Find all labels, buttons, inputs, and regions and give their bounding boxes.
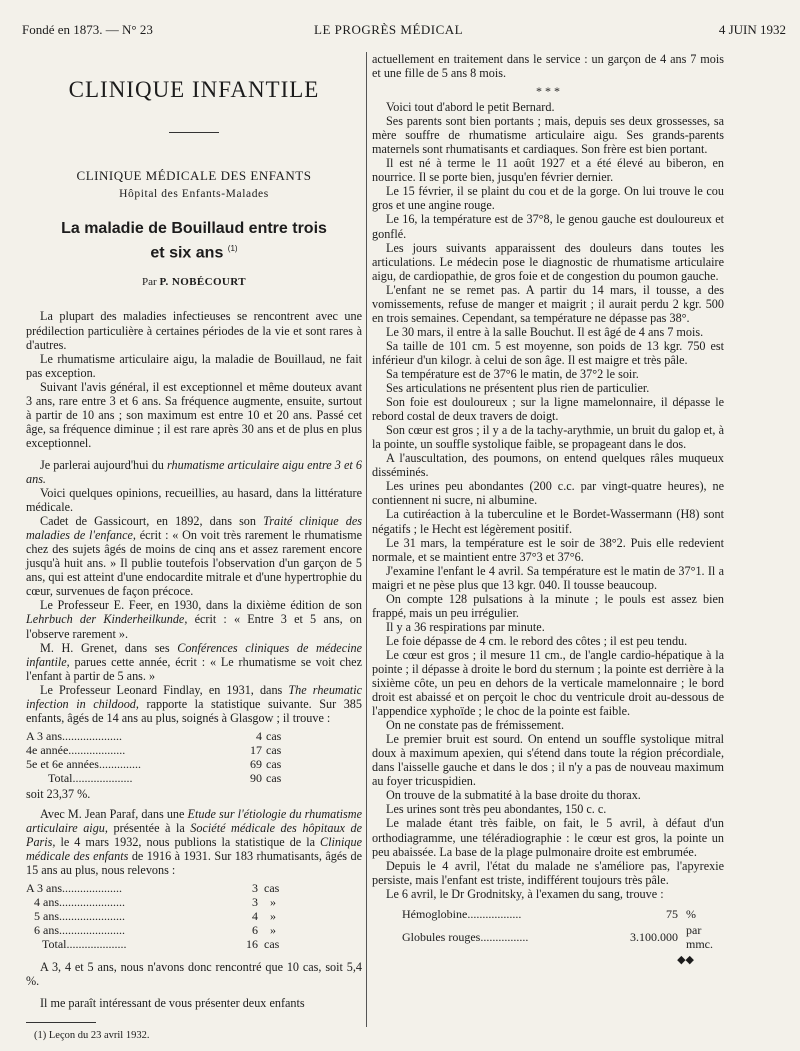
findlay-statistics-table <box>26 729 304 785</box>
article-title-line1: La maladie de Bouillaud entre trois <box>61 220 327 238</box>
percentage-line: soit 23,37 %. <box>26 787 91 802</box>
author-prefix: Par <box>142 276 157 289</box>
paragraph: Je parlerai aujourd'hui du rhumatisme articulaire aigu entre 3 et 6 ans. <box>26 457 362 486</box>
paragraph: Avec M. Jean Paraf, dans une Etude sur l'étiologie du rhumatisme articulaire aigu, présentée à la Société médicale des hôpitaux de Paris, le 4 mars 1932, nous publions la statistique de la Clinique médicale des enfants de 1916 à 1931. Sur 183 rhumatisants, âgés de 15 ans au plus, nous relevons : <box>26 807 363 878</box>
paragraph: Le 15 février, il se plaint du cou et de la gorge. On lui trouve le cou gros et une angine rouge. <box>372 184 724 213</box>
paragraph: Il y a 36 respirations par minute. <box>386 619 545 634</box>
table-row: 5e et 6e années.............. 69 cas <box>26 756 282 771</box>
footnote-rule <box>26 1022 96 1023</box>
header-founded: Fondé en 1873. — N° 23 <box>22 22 153 37</box>
article-title-line2: et six ans <box>150 244 224 262</box>
author-line <box>26 275 362 289</box>
table-row: A 3 ans.................... 3 cas <box>26 881 280 896</box>
column-divider <box>366 52 367 1027</box>
title-rule <box>169 132 219 133</box>
paragraph: J'examine l'enfant le 4 avril. Sa température est le matin de 37°1. Il a maigri et ne pèse plus que 13 kgr. 040. Il tousse beaucoup. <box>372 563 724 592</box>
paragraph: Le cœur est gros ; il mesure 11 cm., de l'angle cardio-hépatique à la pointe ; il dépasse à droite le bord du sternum ; la pointe est derrière à la sixième côte, un peu en dehors de la verticale mamelonnaire ; le bord droit est abaissé et on perçoit le choc du ventricule droit au-dessous de l'appendice xyphoïde ; le choc de la pointe est faible. <box>372 647 724 719</box>
paragraph: Le Professeur E. Feer, en 1930, dans la dixième édition de son Lehrbuch der Kinderheilkunde, écrit : « Entre 3 et 5 ans, on l'observe rarement ». <box>26 598 362 641</box>
paragraph: La plupart des maladies infectieuses se rencontrent avec une prédilection particulière à certaines périodes de la vie et sont rares à d'autres. <box>26 309 362 352</box>
article-title <box>26 219 362 263</box>
section-title: CLINIQUE INFANTILE <box>68 77 320 102</box>
paragraph: Les urines peu abondantes (200 c.c. par vingt-quatre heures), ne contiennent ni sucre, ni albumine. <box>372 479 724 508</box>
paragraph: Le malade étant très faible, on fait, le 5 avril, à défaut d'un orthodiagramme, une téléradiographie : le cœur est gros, la pointe un peu abaissée. La base de la plage pulmonaire droite est embrumée. <box>372 816 724 859</box>
table-row: 4 ans...................... 3 » <box>34 895 276 910</box>
table-row: Globules rouges................ 3.100.000 par mmc. <box>402 922 713 951</box>
paragraph: Le 30 mars, il entre à la salle Bouchut. Il est âgé de 4 ans 7 mois. <box>386 324 704 339</box>
hospital-name: Hôpital des Enfants-Malades <box>119 188 269 201</box>
paragraph: Le premier bruit est sourd. On entend un souffle systolique mitral doux à maximum apexien, qui s'étend dans toute la région précordiale, dans l'aisselle gauche et dans le dos ; il n'y a pas de nouveau maximum au foyer tricuspidien. <box>372 732 724 789</box>
header-date: 4 JUIN 1932 <box>718 22 786 37</box>
paragraph: actuellement en traitement dans le service : un garçon de 4 ans 7 mois et une fille de 5 ans 8 mois. <box>372 52 724 81</box>
table-row: Total.................... 90 cas <box>48 770 282 785</box>
paragraph: M. H. Grenet, dans ses Conférences cliniques de médecine infantile, parues cette année, écrit : « Le rhumatisme se voit chez l'enfant à partir de 5 ans. » <box>26 640 362 683</box>
table-row: 4e année................... 17 cas <box>26 742 282 757</box>
paragraph: Voici tout d'abord le petit Bernard. <box>386 100 555 115</box>
paragraph: A l'auscultation, des poumons, on entend quelques râles muqueux disséminés. <box>372 451 724 480</box>
table-row: Hémoglobine.................. 75 % <box>402 906 696 921</box>
paragraph: La cutiréaction à la tuberculine et le Bordet-Wassermann (H8) sont négatifs ; le Hecht est légèrement positif. <box>372 507 724 536</box>
paragraph: Il me paraît intéressant de vous présenter deux enfants <box>40 995 305 1010</box>
section-subtitle: CLINIQUE MÉDICALE DES ENFANTS <box>76 168 312 183</box>
paragraph: Les urines sont très peu abondantes, 150 c. c. <box>386 802 607 817</box>
paragraph: Ses articulations ne présentent plus rien de particulier. <box>386 381 650 396</box>
left-column <box>26 52 362 1043</box>
paragraph: Le 6 avril, le Dr Grodnitsky, à l'examen du sang, trouve : <box>386 886 664 901</box>
table-row: A 3 ans.................... 4 cas <box>26 728 282 743</box>
paragraph: Sa taille de 101 cm. 5 est moyenne, son poids de 13 kgr. 750 est inférieur d'un kilogr. à celui de son âge. Il est maigre et très pâle. <box>372 338 724 367</box>
paragraph: Les jours suivants apparaissent des douleurs dans toutes les articulations. Le médecin pose le diagnostic de rhumatisme articulaire aigu, de cardiopathie, de gros foie et de congestion du poumon gauche. <box>372 240 724 283</box>
paragraph: Cadet de Gassicourt, en 1892, dans son Traité clinique des maladies de l'enfance, écrit : « On voit très rarement le rhumatisme chez des sujets âgés de moins de cinq ans et assez rarement encore jusqu'à huit ans. » Il publie toutefois l'observation d'un garçon de 5 ans, qui est atteint d'une endocardite mitrale et d'une hypertrophie du cœur, survenues de façon précoce. <box>26 514 362 599</box>
right-column <box>372 52 724 967</box>
paragraph: A 3, 4 et 5 ans, nous n'avons donc rencontré que 10 cas, soit 5,4 %. <box>26 959 362 988</box>
paragraph: Sa température est de 37°6 le matin, de 37°2 le soir. <box>386 366 639 381</box>
paragraph: Son cœur est gros ; il y a de la tachy-arythmie, un bruit du galop et, à la pointe, un souffle systolique faible, se propageant dans le dos. <box>372 423 724 452</box>
end-ornament: ◆◆ <box>677 953 694 966</box>
paragraph: Ses parents sont bien portants ; mais, depuis ses deux grossesses, sa mère souffre de rhumatisme articulaire aigu. Ses grands-parents maternels sont rhumatisants et cardiaques. Son frère est bien portant. <box>372 114 724 157</box>
blood-count-table <box>372 905 724 953</box>
running-header <box>22 22 786 42</box>
paragraph: Depuis le 4 avril, l'état du malade ne s'améliore pas, l'apyrexie persiste, mais l'enfant est triste, indifférent toujours très pâle. <box>372 858 724 887</box>
paragraph: Le 31 mars, la température est le soir de 38°2. Puis elle redevient normale, et se maintient entre 37°3 et 37°6. <box>372 535 724 564</box>
paragraph: On ne constate pas de frémissement. <box>386 718 565 733</box>
footnote: (1) Leçon du 23 avril 1932. <box>34 1029 150 1041</box>
table-row: 6 ans...................... 6 » <box>34 923 276 938</box>
paragraph: Voici quelques opinions, recueillies, au hasard, dans la littérature médicale. <box>26 486 362 515</box>
footnote-mark: (1) <box>227 244 238 254</box>
paragraph: Suivant l'avis général, il est exceptionnel et même douteux avant 3 ans, rare entre 3 et 6 ans. Sa fréquence augmente, ensuite, surtout à partir de 10 ans ; son maximum est entre 10 et 20 ans. Passé cet âge, sa fréquence diminue ; il est rare après 30 ans et de plus en plus exceptionnel. <box>26 379 362 450</box>
paragraph: Le foie dépasse de 4 cm. le rebord des côtes ; il est peu tendu. <box>386 633 688 648</box>
paragraph: L'enfant ne se remet pas. A partir du 14 mars, il tousse, a des vomissements, refuse de manger et maigrit ; il aurait perdu 2 kgr. 500 en trois semaines. Cependant, sa température ne dépasse pas 38°. <box>372 282 724 325</box>
author-name: P. NOBÉCOURT <box>159 276 246 289</box>
table-row: Total.................... 16 cas <box>42 937 280 952</box>
paragraph: Son foie est douloureux ; sur la ligne mamelonnaire, il dépasse le rebord costal de deux travers de doigt. <box>372 395 724 424</box>
paragraph: Le rhumatisme articulaire aigu, la maladie de Bouillaud, ne fait pas exception. <box>26 351 362 380</box>
paragraph: Le Professeur Leonard Findlay, en 1931, dans The rheumatic infection in childood, rapporte la statistique suivante. Sur 385 enfants, âgés de 14 ans au plus, soignés à Glasgow ; il trouve : <box>26 682 362 725</box>
clinique-statistics-table <box>26 881 310 951</box>
paragraph: Il est né à terme le 11 août 1927 et a été élevé au biberon, en nourrice. Il se porte bien, jusqu'en février dernier. <box>372 156 724 185</box>
paragraph: On trouve de la submatité à la base droite du thorax. <box>386 788 641 803</box>
header-journal-title: LE PROGRÈS MÉDICAL <box>314 22 464 37</box>
asterism: * * * <box>536 84 560 99</box>
paragraph: Le 16, la température est de 37°8, le genou gauche est douloureux et gonflé. <box>372 212 724 241</box>
paragraph: On compte 128 pulsations à la minute ; le pouls est assez bien frappé, mais un peu irrégulier. <box>372 591 724 620</box>
table-row: 5 ans...................... 4 » <box>34 909 276 924</box>
